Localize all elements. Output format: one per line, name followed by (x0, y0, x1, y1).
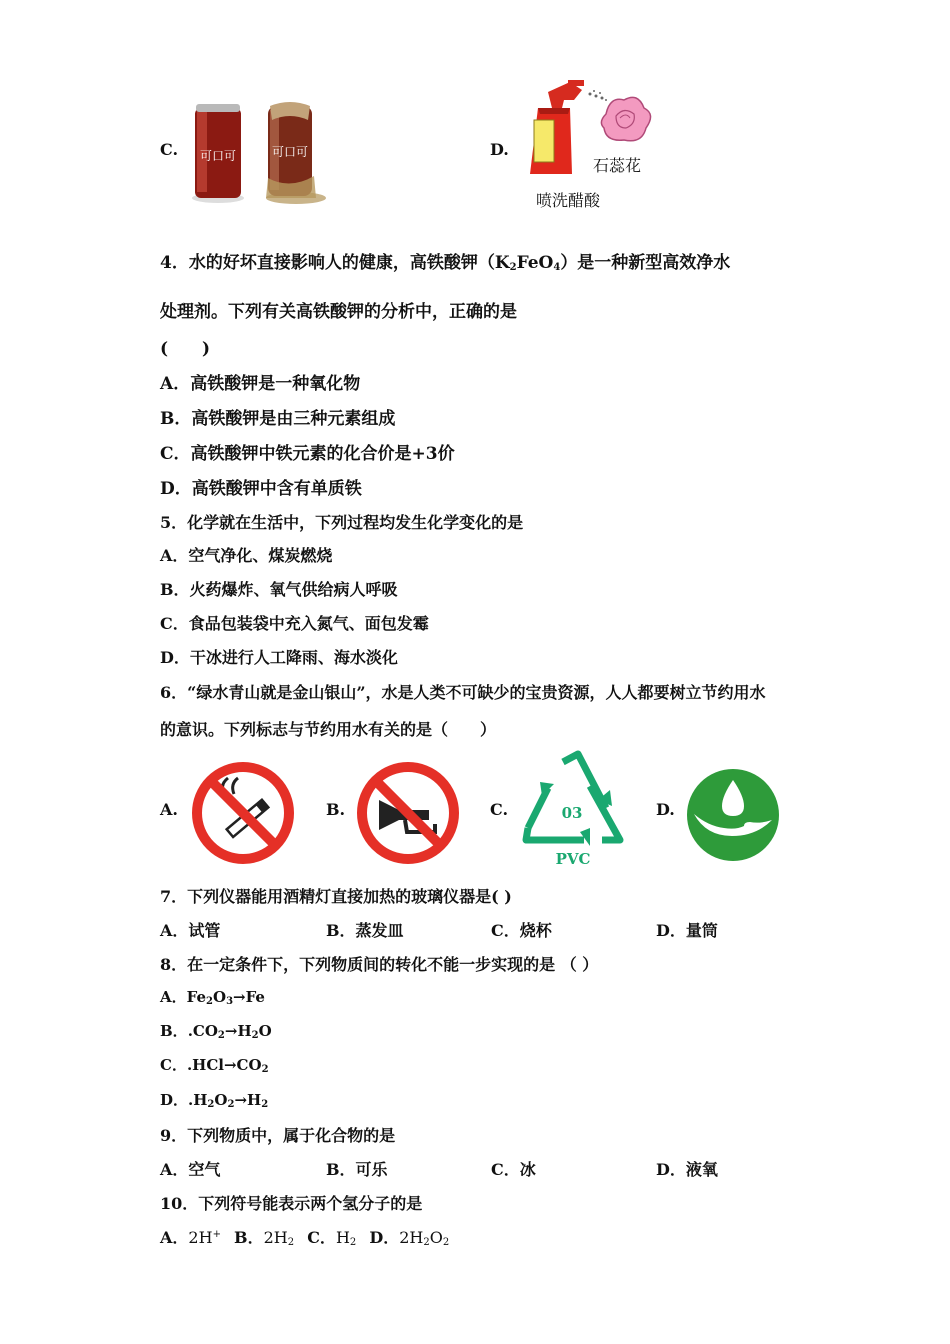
q6-option-d-label[interactable]: D. (656, 800, 675, 819)
q6-stem-line-2: 的意识。下列标志与节约用水有关的是（ ） (160, 720, 497, 739)
q10-option-c[interactable]: C．$H_2$ (307, 1228, 357, 1248)
q10-option-d[interactable]: D．$2H_2O_2$ (369, 1228, 450, 1248)
rose-flower-icon (601, 97, 650, 140)
q8-option-d[interactable]: D．$.H_2O_2\to H_2$ (160, 1091, 269, 1110)
q5-stem: 5．化学就在生活中，下列过程均发生化学变化的是 (160, 513, 524, 532)
q4-option-d[interactable]: D．高铁酸钾中含有单质铁 (160, 479, 362, 499)
q10-stem: 10．下列符号能表示两个氢分子的是 (160, 1194, 423, 1213)
q5-option-a[interactable]: A．空气净化、煤炭燃烧 (160, 546, 333, 565)
q6-option-a-label[interactable]: A. (160, 800, 178, 819)
spray-bottle-icon (530, 80, 584, 174)
q9-option-b[interactable]: B．可乐 (326, 1160, 388, 1179)
no-smoking-sign-icon (190, 760, 296, 866)
q9-option-d[interactable]: D．液氧 (656, 1160, 718, 1179)
q4-stem-line-1: 4．水的好坏直接影响人的健康，高铁酸钾$(K_2FeO_4)$是一种新型高效净水 (160, 253, 731, 273)
q4-option-c[interactable]: C．高铁酸钾中铁元素的化合价是+3价 (160, 444, 455, 464)
q4-option-a[interactable]: A．高铁酸钾是一种氧化物 (160, 374, 361, 394)
q4-answer-paren: ( ) (160, 339, 211, 359)
q7-stem: 7．下列仪器能用酒精灯直接加热的玻璃仪器是( ) (160, 887, 512, 906)
flower-caption: 石蕊花 (593, 156, 642, 175)
q8-option-c[interactable]: C．$.HCl\to CO_2$ (160, 1056, 269, 1075)
q4-stem-line-2: 处理剂。下列有关高铁酸钾的分析中，正确的是 (160, 302, 517, 322)
q8-option-b[interactable]: B．$.CO_2\to H_2O$ (160, 1022, 272, 1041)
q7-option-d[interactable]: D．量筒 (656, 921, 718, 940)
recycle-pvc-icon (518, 748, 628, 870)
recycle-material: PVC (555, 850, 591, 868)
q7-option-a[interactable]: A．试管 (160, 921, 221, 940)
q5-option-b[interactable]: B．火药爆炸、氧气供给病人呼吸 (160, 580, 398, 599)
q10-options-row (160, 1225, 449, 1248)
spray-caption: 喷洗醋酸 (536, 191, 601, 210)
q7-option-b[interactable]: B．蒸发皿 (326, 921, 404, 940)
q4-option-b[interactable]: B．高铁酸钾是由三种元素组成 (160, 409, 396, 429)
q8-stem: 8．在一定条件下，下列物质间的转化不能一步实现的是 （ ） (160, 955, 599, 974)
q3-option-c-label: C. (160, 140, 179, 159)
q10-option-a[interactable]: A．2H+ (160, 1228, 221, 1247)
q3-option-d-label: D. (490, 140, 509, 159)
q5-option-c[interactable]: C．食品包装袋中充入氮气、面包发霉 (160, 614, 429, 633)
q6-option-c-label[interactable]: C. (490, 800, 509, 819)
q9-option-c[interactable]: C．冰 (491, 1160, 536, 1179)
q9-stem: 9．下列物质中，属于化合物的是 (160, 1126, 396, 1145)
water-saving-sign-icon (684, 766, 782, 864)
no-honking-sign-icon (355, 760, 461, 866)
recycle-number: 03 (561, 804, 583, 822)
can-label: 可口可 (199, 149, 237, 163)
cola-cans-image (190, 98, 330, 208)
q10-option-b[interactable]: B．$2H_2$ (234, 1228, 295, 1248)
q5-option-d[interactable]: D．干冰进行人工降雨、海水淡化 (160, 648, 398, 667)
q6-stem-line-1: 6．“绿水青山就是金山银山”，水是人类不可缺少的宝贵资源，人人都要树立节约用水 (160, 683, 766, 702)
q6-option-b-label[interactable]: B. (326, 800, 346, 819)
q8-option-a[interactable]: A．$Fe_2O_3\to Fe$ (160, 988, 265, 1007)
q7-option-c[interactable]: C．烧杯 (491, 921, 552, 940)
q9-option-a[interactable]: A．空气 (160, 1160, 221, 1179)
can-label-2: 可口可 (271, 145, 309, 159)
